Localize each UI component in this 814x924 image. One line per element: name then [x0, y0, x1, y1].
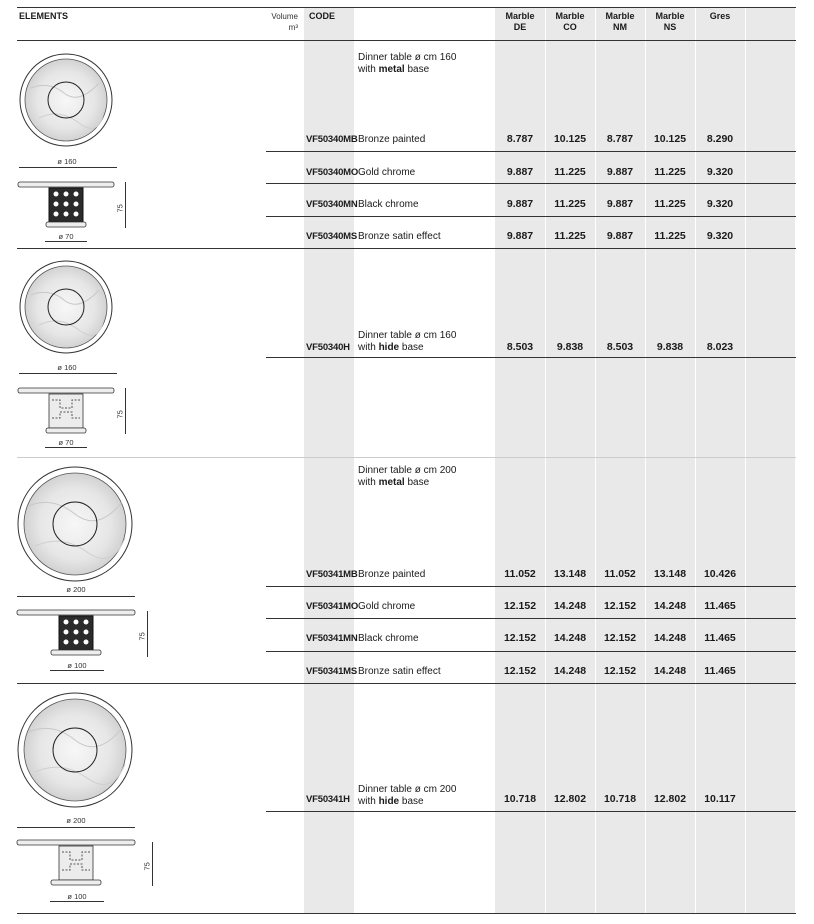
price-column-header-line2: CO: [563, 22, 577, 32]
price-cell: 12.802: [653, 793, 687, 805]
height-label: 75: [142, 862, 152, 871]
price-cell: 12.152: [503, 600, 537, 612]
table-side-view-drawing: [17, 608, 139, 658]
price-cell: 10.718: [603, 793, 637, 805]
height-label: 75: [115, 410, 125, 419]
finish-label: Gold chrome: [358, 167, 416, 178]
top-diameter-label: ø 160: [57, 363, 77, 372]
price-cell: 11.465: [704, 632, 736, 644]
finish-label: Bronze painted: [358, 569, 426, 580]
price-cell: 11.465: [704, 665, 736, 677]
price-cell: 12.152: [603, 632, 637, 644]
finish-label: Black chrome: [358, 199, 419, 210]
price-cell: 9.887: [606, 166, 634, 178]
dimension-line: [17, 596, 135, 597]
product-code: VF50341MS: [306, 666, 358, 677]
row-rule: [266, 586, 796, 587]
price-cell: 9.838: [656, 341, 684, 353]
price-column-header-line2: NS: [663, 22, 677, 32]
price-cell: 14.248: [553, 665, 587, 677]
price-cell: 11.225: [654, 230, 686, 242]
table-side-view-drawing: [17, 838, 139, 888]
dimension-line: [17, 827, 135, 828]
price-cell: 9.838: [556, 341, 584, 353]
section-rule: [17, 457, 796, 458]
price-cell: 9.887: [506, 198, 534, 210]
price-column-header-line1: Marble: [505, 11, 535, 21]
price-cell: 11.225: [554, 166, 586, 178]
price-cell: 10.125: [653, 133, 687, 145]
price-cell: 10.426: [703, 568, 737, 580]
table-top-view-drawing: [17, 466, 139, 586]
row-rule: [266, 183, 796, 184]
price-column-header: [645, 11, 695, 33]
row-rule: [266, 357, 796, 358]
price-column-header: [595, 11, 645, 33]
desc-text-end: base: [399, 342, 424, 353]
header-code: CODE: [309, 11, 336, 21]
price-cell: 9.887: [506, 166, 534, 178]
price-column-header-line2: DE: [513, 22, 527, 32]
desc-text: Dinner table ø cm 200 with: [358, 784, 457, 807]
price-cell: 11.225: [554, 230, 586, 242]
top-diameter-label: ø 160: [57, 157, 77, 166]
height-label: 75: [137, 632, 147, 641]
dimension-line: [45, 447, 87, 448]
table-bottom-rule: [17, 913, 796, 914]
product-code: VF50341MO: [306, 601, 359, 612]
desc-text: Dinner table ø cm 160 with: [358, 330, 457, 353]
price-cell: 12.152: [503, 665, 537, 677]
price-column-header-line2: NM: [613, 22, 627, 32]
product-description: [358, 784, 468, 808]
table-top-view-drawing: [19, 260, 115, 360]
header-volume: [262, 11, 298, 33]
price-cell: 11.465: [704, 600, 736, 612]
top-diameter-label: ø 200: [66, 816, 86, 825]
desc-base-type: metal: [378, 477, 405, 488]
price-cell: 9.887: [506, 230, 534, 242]
desc-text: Dinner table ø cm 160 with: [358, 52, 457, 75]
height-dimension-line: [152, 842, 153, 886]
product-code: VF50340H: [306, 342, 350, 353]
product-description: [358, 330, 468, 354]
price-cell: 8.023: [706, 341, 734, 353]
price-cell: 14.248: [653, 665, 687, 677]
header-rule: [17, 40, 796, 41]
section-rule: [17, 683, 796, 684]
price-cell: 12.152: [603, 665, 637, 677]
price-cell: 13.148: [553, 568, 587, 580]
price-cell: 9.320: [706, 230, 734, 242]
dimension-line: [19, 373, 117, 374]
height-dimension-line: [147, 611, 148, 657]
price-cell: 8.290: [706, 133, 734, 145]
price-column-header: [495, 11, 545, 33]
price-cell: 9.320: [706, 166, 734, 178]
finish-label: Black chrome: [358, 633, 419, 644]
height-dimension-line: [125, 182, 126, 228]
top-diameter-label: ø 200: [66, 585, 86, 594]
dimension-line: [19, 167, 117, 168]
header-volume-unit: m³: [288, 23, 298, 32]
desc-base-type: hide: [378, 342, 400, 353]
price-cell: 11.225: [654, 166, 686, 178]
price-cell: 14.248: [553, 632, 587, 644]
row-rule: [266, 811, 796, 812]
base-diameter-label: ø 100: [67, 892, 87, 901]
dimension-line: [45, 241, 87, 242]
price-cell: 8.787: [506, 133, 534, 145]
table-top-view-drawing: [17, 692, 139, 812]
row-rule: [266, 651, 796, 652]
price-cell: 14.248: [653, 600, 687, 612]
dimension-line: [50, 670, 104, 671]
height-label: 75: [115, 204, 125, 213]
finish-label: Bronze painted: [358, 134, 426, 145]
height-dimension-line: [125, 388, 126, 434]
desc-text-end: base: [404, 64, 430, 75]
price-cell: 12.152: [603, 600, 637, 612]
table-top-rule: [17, 7, 796, 8]
finish-label: Bronze satin effect: [358, 666, 441, 677]
price-cell: 8.787: [606, 133, 634, 145]
price-cell: 11.052: [604, 568, 636, 580]
price-cell: 11.052: [504, 568, 536, 580]
product-code: VF50340MO: [306, 167, 359, 178]
price-cell: 8.503: [506, 341, 534, 353]
desc-text: Dinner table ø cm 200 with: [358, 465, 457, 488]
section-rule: [17, 248, 796, 249]
column-divider: [745, 8, 746, 914]
price-cell: 9.887: [606, 230, 634, 242]
price-cell: 14.248: [553, 600, 587, 612]
row-rule: [266, 151, 796, 152]
price-cell: 8.503: [606, 341, 634, 353]
product-description: [358, 465, 468, 489]
price-cell: 11.225: [654, 198, 686, 210]
price-cell: 13.148: [653, 568, 687, 580]
base-diameter-label: ø 70: [58, 438, 74, 447]
price-column-header: [695, 11, 745, 22]
price-cell: 14.248: [653, 632, 687, 644]
price-column-header-line1: Marble: [655, 11, 685, 21]
desc-text-end: base: [404, 477, 430, 488]
table-side-view-drawing: [18, 180, 118, 230]
row-rule: [266, 618, 796, 619]
price-cell: 12.802: [553, 793, 587, 805]
price-column-header: [545, 11, 595, 33]
product-code: VF50340MB: [306, 134, 358, 145]
desc-text-end: base: [399, 796, 424, 807]
price-cell: 10.125: [553, 133, 587, 145]
table-side-view-drawing: [18, 386, 118, 436]
base-diameter-label: ø 100: [67, 661, 87, 670]
product-code: VF50341MB: [306, 569, 358, 580]
product-code: VF50341MN: [306, 633, 358, 644]
row-rule: [266, 216, 796, 217]
desc-base-type: hide: [378, 796, 400, 807]
finish-label: Bronze satin effect: [358, 231, 441, 242]
dimension-line: [50, 901, 104, 902]
price-cell: 11.225: [554, 198, 586, 210]
desc-base-type: metal: [378, 64, 405, 75]
base-diameter-label: ø 70: [58, 232, 74, 241]
product-code: VF50340MS: [306, 231, 358, 242]
product-code: VF50341H: [306, 794, 350, 805]
price-cell: 10.117: [704, 793, 736, 805]
price-column-header-line1: Marble: [555, 11, 585, 21]
header-elements: ELEMENTS: [19, 11, 69, 21]
finish-label: Gold chrome: [358, 601, 416, 612]
product-code: VF50340MN: [306, 199, 358, 210]
price-column-header-line1: Gres: [709, 11, 731, 21]
price-cell: 9.320: [706, 198, 734, 210]
product-description: [358, 52, 468, 76]
price-cell: 10.718: [503, 793, 537, 805]
header-volume-label: Volume: [271, 12, 298, 21]
price-column-header-line1: Marble: [605, 11, 635, 21]
price-cell: 12.152: [503, 632, 537, 644]
table-top-view-drawing: [19, 53, 115, 153]
price-cell: 9.887: [606, 198, 634, 210]
